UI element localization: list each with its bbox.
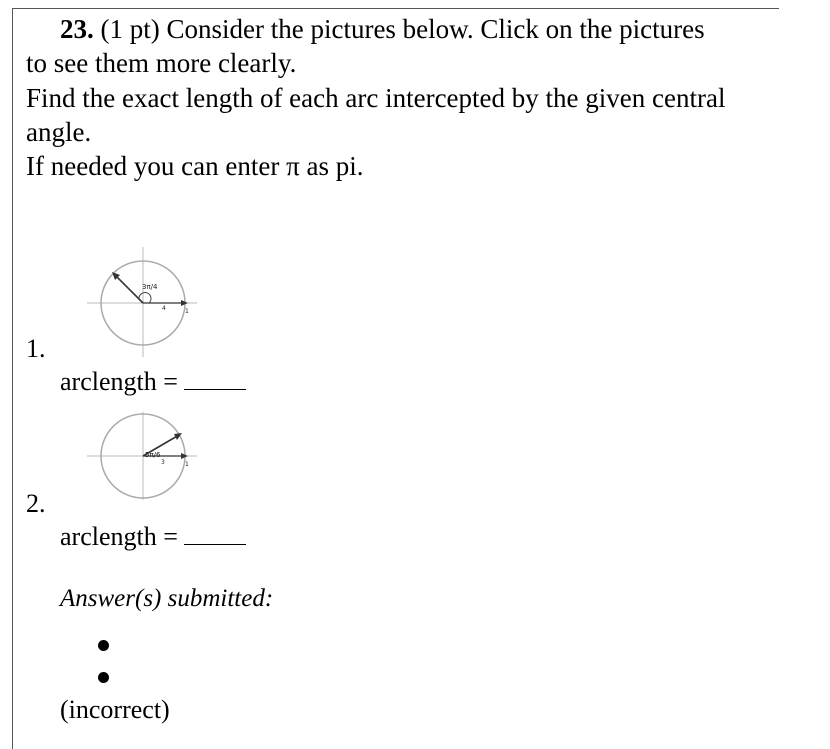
answer-blank-2[interactable] [184, 524, 246, 545]
radius-label: 4 [162, 305, 166, 312]
arclength-label: arclength = [60, 367, 178, 396]
problem-intro: (1 pt) Consider the pictures below. Click on the pictures [100, 14, 705, 44]
unit-circle-figure-1 [85, 245, 203, 359]
problem-line: angle. [26, 117, 92, 147]
unit-circle-figure-2 [85, 410, 203, 502]
status-text: (incorrect) [60, 695, 170, 724]
radius-label: 3 [161, 459, 165, 466]
problem-line: Find the exact length of each arc intercepted by the given central [26, 83, 726, 113]
figure-link-2[interactable] [85, 410, 203, 507]
unit-label: 1 [185, 308, 189, 315]
submitted-answer-bullet [98, 640, 109, 651]
answer-blank-1[interactable] [184, 369, 246, 390]
submitted-answer-bullet [98, 672, 109, 683]
problem-header [60, 12, 705, 46]
problem-line: to see them more clearly. [26, 48, 297, 78]
arclength-row-1 [60, 367, 246, 397]
figure-link-1[interactable] [85, 245, 203, 364]
arclength-label: arclength = [60, 522, 178, 551]
item-number: 2. [26, 489, 46, 518]
unit-label: 1 [185, 461, 189, 468]
angle-label: 3π/4 [142, 283, 158, 291]
problem-line: If needed you can enter π as pi. [26, 151, 364, 181]
angle-label: 5π/6 [145, 451, 161, 459]
problem-number: 23. [60, 14, 94, 44]
arclength-row-2 [60, 522, 246, 552]
answers-submitted-heading: Answer(s) submitted: [60, 585, 274, 612]
item-number: 1. [26, 334, 46, 363]
